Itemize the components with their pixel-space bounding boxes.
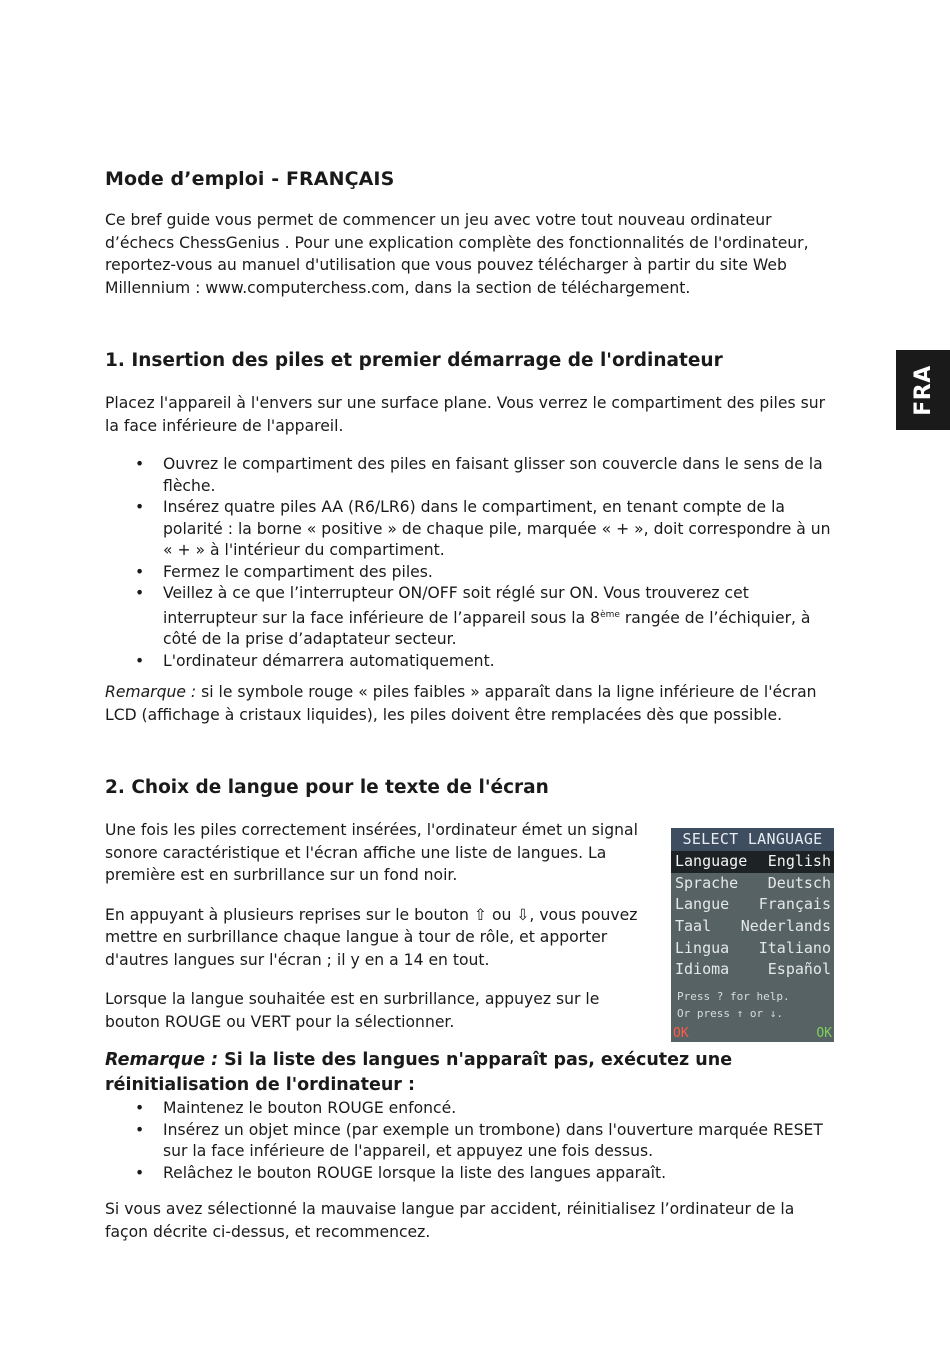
list-item: • Ouvrez le compartiment des piles en faisant glisser son couvercle dans le sens de la flèche. [105, 454, 835, 497]
lcd-ok-right: OK [816, 1026, 832, 1041]
lcd-screenshot [671, 828, 834, 1042]
lcd-lang: English [767, 852, 831, 870]
note-text: si le symbole rouge « piles faibles » apparaît dans la ligne inférieure de l'écran LCD (affichage à cristaux liquides), les piles doivent être remplacées dès que possible. [105, 683, 817, 724]
final-paragraph: Si vous avez sélectionné la mauvaise langue par accident, réinitialisez l’ordinateur de la façon décrite ci-dessus, et recommencez. [105, 1200, 795, 1241]
lcd-word: Lingua [675, 938, 730, 957]
lcd-word: Language [675, 852, 748, 870]
section-2-paragraph-3: Lorsque la langue souhaitée est en surbrillance, appuyez sur le bouton ROUGE ou VERT pour la sélectionner. [105, 990, 600, 1031]
lcd-lang: Deutsch [767, 873, 831, 892]
lcd-ok-bar [671, 1026, 834, 1042]
list-item: • L'ordinateur démarrera automatiquement. [105, 651, 835, 673]
section-1-note [105, 681, 835, 726]
section-1-paragraph: Placez l'appareil à l'envers sur une surface plane. Vous verrez le compartiment des piles sur la face inférieure de l'appareil. [105, 394, 825, 435]
down-arrow-icon: ⇩ [516, 905, 530, 924]
superscript: ème [600, 609, 620, 620]
lcd-language-row [671, 894, 834, 916]
section-2-paragraph-2 [105, 904, 657, 972]
section-1-heading: 1. Insertion des piles et premier démarrage de l'ordinateur [105, 350, 723, 371]
note-label: Remarque : [105, 1050, 219, 1070]
section-2-heading: 2. Choix de langue pour le texte de l'écran [105, 777, 549, 798]
up-arrow-icon: ⇧ [473, 905, 487, 924]
lcd-language-row [671, 851, 834, 873]
lcd-lang: Español [767, 960, 831, 979]
section-2-text-column [105, 819, 657, 1050]
lcd-word: Langue [675, 895, 730, 914]
page-title: Mode d’emploi - FRANÇAIS [105, 168, 395, 190]
section-2-paragraph-1: Une fois les piles correctement insérées, l'ordinateur émet un signal sonore caractéristique et l'écran affiche une liste de langues. La première est en surbrillance sur un fond noir. [105, 821, 638, 884]
lcd-language-row [671, 938, 834, 960]
lcd-lang: Nederlands [740, 917, 831, 936]
list-item: • Maintenez le bouton ROUGE enfoncé. [105, 1098, 835, 1120]
language-side-tab [896, 350, 950, 430]
lcd-lang: Français [758, 895, 831, 914]
list-item: • Fermez le compartiment des piles. [105, 562, 835, 584]
bullet4-text-b: rangée de l’échiquier, à côté de la prise d’adaptateur secteur. [163, 608, 811, 649]
text-run: En appuyant à plusieurs reprises sur le bouton [105, 905, 474, 924]
lcd-word: Taal [675, 917, 712, 936]
lcd-help-text [671, 989, 834, 1022]
lcd-ok-left: OK [673, 1026, 689, 1041]
lcd-header: SELECT LANGUAGE [671, 828, 834, 851]
list-item: • Insérez quatre piles AA (R6/LR6) dans le compartiment, en tenant compte de la polarité : la borne « positive » de chaque pile, marquée « + », doit correspondre à un « + » à l'intérieur du compartiment. [105, 497, 835, 562]
side-tab-label: FRA [910, 364, 936, 416]
lcd-word: Idioma [675, 960, 730, 979]
lcd-language-row [671, 916, 834, 938]
section-2-bullet-list [105, 1098, 835, 1184]
intro-paragraph: Ce bref guide vous permet de commencer un jeu avec votre tout nouveau ordinateur d’échecs ChessGenius . Pour une explication complète des fonctionnalités de l'ordinateur, reportez-vous au manuel d'utilisation que vous pouvez télécharger à partir du site Web Millennium : www.computerchess.com, dans la section de téléchargement. [105, 211, 809, 297]
list-item: • Insérez un objet mince (par exemple un trombone) dans l'ouverture marquée RESET sur la face inférieure de l'appareil, et appuyez une fois dessus. [105, 1120, 835, 1163]
note-label: Remarque : [105, 683, 197, 701]
list-item [105, 583, 835, 651]
lcd-lang: Italiano [758, 938, 831, 957]
lcd-language-row [671, 959, 834, 981]
lcd-help-line: Or press ↑ or ↓. [677, 1006, 783, 1020]
text-run: ou [486, 905, 517, 924]
text-run: , vous pouvez mettre en surbrillance chaque langue à tour de rôle, et apporter d'autres langues sur l'écran ; il y en a 14 en tout. [105, 905, 638, 969]
lcd-word: Sprache [675, 873, 739, 892]
note-text: Si la liste des langues n'apparaît pas, exécutez une réinitialisation de l'ordinateur : [105, 1050, 733, 1095]
bullet4-text-a: Veillez à ce que l’interrupteur ON/OFF soit réglé sur ON. Vous trouverez cet interrupteur sur la face inférieure de l’appareil sous la 8 [163, 584, 749, 627]
section-1-bullet-list [105, 454, 835, 672]
list-item: • Relâchez le bouton ROUGE lorsque la liste des langues apparaît. [105, 1163, 835, 1185]
lcd-language-row [671, 873, 834, 895]
lcd-help-line: Press ? for help. [677, 990, 790, 1004]
section-2-note [105, 1048, 835, 1098]
